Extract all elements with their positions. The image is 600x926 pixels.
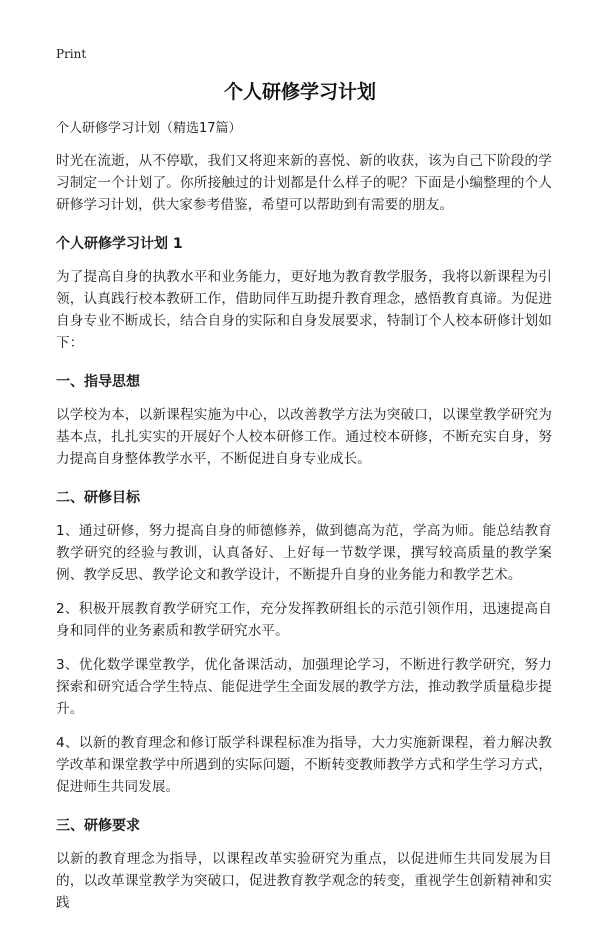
plan1-heading: 个人研修学习计划 1 bbox=[56, 236, 183, 252]
section-requirements-text: 以新的教育理念为指导，以课程改革实验研究为重点，以促进师生共同发展为目的，以改革课堂教学为突破口，促进教育教学观念的转变，重视学生创新精神和实践 bbox=[56, 851, 552, 911]
document-subtitle: 个人研修学习计划（精选17篇） bbox=[56, 121, 242, 136]
document-title: 个人研修学习计划 bbox=[223, 81, 376, 103]
section-requirements-heading: 三、研修要求 bbox=[56, 818, 140, 834]
section-guiding-ideology-heading: 一、指导思想 bbox=[56, 374, 140, 390]
goal-item-3: 3、优化数学课堂教学，优化备课活动，加强理论学习，不断进行教学研究，努力探索和研究适合学生特点、能促进学生全面发展的教学方法，推动教学质量稳步提升。 bbox=[56, 657, 552, 717]
section-goals-heading: 二、研修目标 bbox=[56, 490, 140, 506]
section-guiding-ideology-text: 以学校为本，以新课程实施为中心，以改善教学方法为突破口，以课堂教学研究为基本点，扎扎实实的开展好个人校本研修工作。通过校本研修，不断充实自身，努力提高自身整体教学水平，不断促进自身专业成长。 bbox=[56, 407, 552, 467]
document-body bbox=[56, 120, 552, 926]
goal-item-1: 1、通过研修，努力提高自身的师德修养，做到德高为范，学高为师。能总结教育教学研究的经验与教训，认真备好、上好每一节数学课，撰写较高质量的教学案例、教学反思、教学论文和教学设计，不断提升自身的业务能力和教学艺术。 bbox=[56, 523, 552, 583]
print-link[interactable]: Print bbox=[56, 47, 87, 61]
goal-item-4: 4、以新的教育理念和修订版学科课程标准为指导，大力实施新课程，着力解决教学改革和课堂教学中所遇到的实际问题，不断转变教师教学方式和学生学习方式，促进师生共同发展。 bbox=[56, 735, 552, 795]
intro-paragraph: 时光在流逝，从不停歇，我们又将迎来新的喜悦、新的收获，该为自己下阶段的学习制定一个计划了。你所接触过的计划都是什么样子的呢？下面是小编整理的个人研修学习计划，供大家参考借鉴，希望可以帮助到有需要的朋友。 bbox=[56, 153, 552, 213]
plan1-intro-paragraph: 为了提高自身的执教水平和业务能力，更好地为教育教学服务，我将以新课程为引领，认真践行校本教研工作，借助同伴互助提升教育理念，感悟教育真谛。为促进自身专业不断成长，结合自身的实际和自身发展要求，特制订个人校本研修计划如下： bbox=[56, 269, 552, 351]
goal-item-2: 2、积极开展教育教学研究工作，充分发挥教研组长的示范引领作用，迅速提高自身和同伴的业务素质和教学研究水平。 bbox=[56, 601, 552, 639]
